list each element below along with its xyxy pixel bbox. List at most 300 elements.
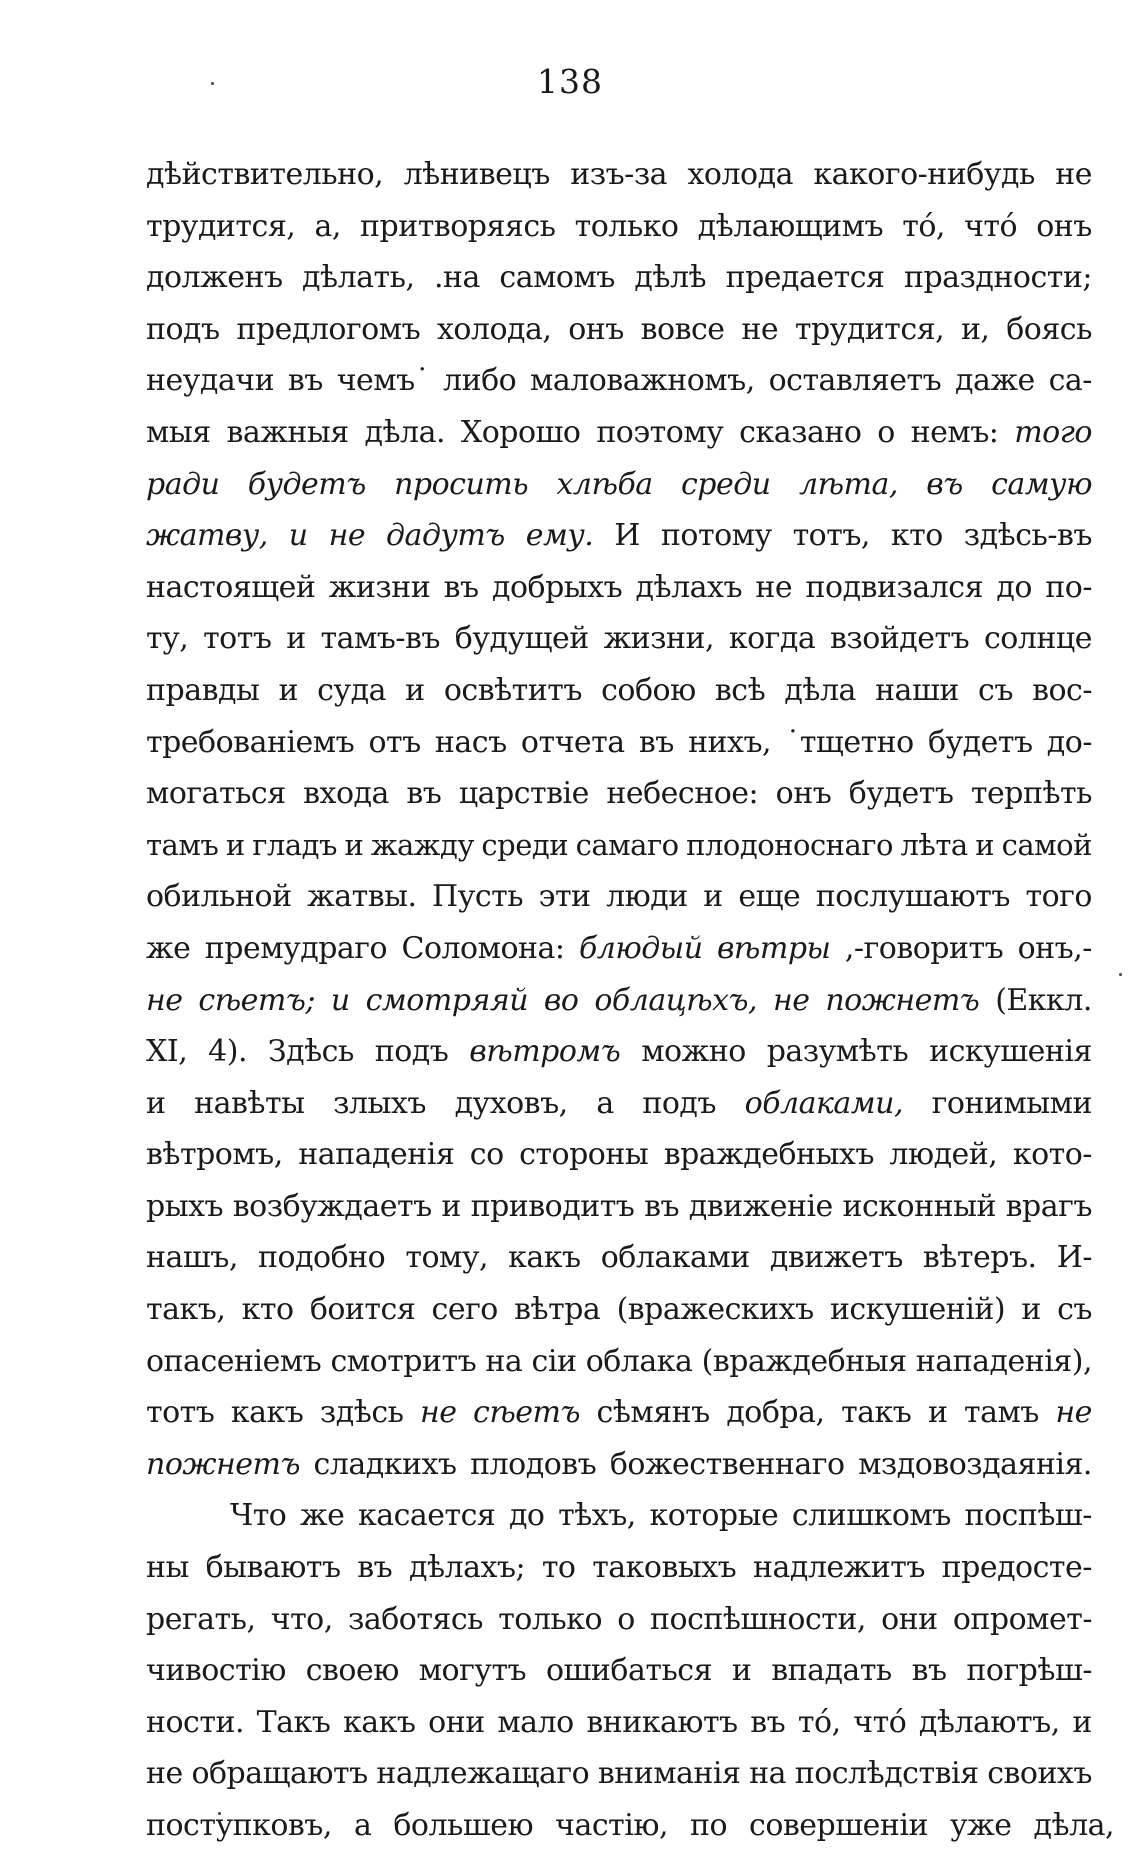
italic-word: во	[543, 982, 579, 1018]
word: гонимыми	[931, 1085, 1092, 1121]
word: мздовоздаянія.	[858, 1446, 1092, 1482]
word: онъ,-	[1017, 930, 1092, 966]
word: наши	[875, 672, 959, 708]
italic-word: того	[1014, 414, 1092, 450]
word: и	[146, 1085, 166, 1121]
page-number: 138	[537, 62, 603, 101]
word: кто	[241, 1292, 294, 1328]
word: ту,	[146, 621, 189, 657]
word: духовъ,	[454, 1085, 568, 1121]
word: и	[1072, 1704, 1092, 1740]
word: солнце	[984, 621, 1092, 657]
word: подъ	[642, 1085, 716, 1121]
word: въ	[287, 363, 323, 399]
italic-word: не	[772, 982, 810, 1018]
word: И-	[1056, 1240, 1092, 1276]
text-line	[146, 1129, 1092, 1181]
italic-word: пожнетъ	[146, 1446, 300, 1482]
word: не	[741, 311, 779, 347]
word: своихъ	[987, 1756, 1092, 1792]
word: могаться	[146, 776, 286, 812]
word: не	[146, 1756, 183, 1792]
text-line	[146, 562, 1092, 614]
word: злыхъ	[333, 1085, 426, 1121]
word: сладкихъ	[313, 1446, 457, 1482]
word: а	[596, 1085, 614, 1121]
word: дѣлать,	[302, 260, 415, 296]
text-line	[146, 1800, 1115, 1852]
word: мыя	[146, 414, 211, 450]
word: поспѣш-	[964, 1498, 1092, 1534]
text-line	[146, 717, 1092, 769]
word: Что	[230, 1498, 287, 1534]
italic-word: дадутъ	[386, 518, 505, 554]
word: мало	[497, 1704, 574, 1740]
word: о	[617, 1601, 635, 1637]
italic-word: вѣтры	[716, 930, 831, 966]
word: и,	[960, 311, 990, 347]
word: какого-нибудь	[813, 157, 1035, 192]
word: когда	[728, 621, 816, 657]
text-line	[146, 923, 1092, 975]
word: въ	[443, 569, 479, 605]
word: здѣсь-въ	[963, 518, 1092, 554]
word: то	[541, 1550, 576, 1586]
italic-word: среди	[681, 466, 771, 502]
text-line	[146, 1748, 1092, 1800]
word: гладъ	[252, 827, 337, 862]
word: и	[703, 879, 723, 915]
word: и	[441, 1188, 461, 1224]
word: въ	[911, 1653, 947, 1689]
word: нашъ,	[146, 1240, 238, 1276]
word: сіи	[531, 1343, 577, 1379]
word: освѣтитъ	[443, 672, 582, 708]
word: дѣла,	[1033, 1808, 1115, 1843]
word: до	[996, 569, 1032, 605]
word: впадать	[771, 1653, 892, 1689]
word: маловажномъ,	[530, 363, 755, 399]
word: тотъ	[203, 621, 272, 657]
word: приводитъ	[470, 1188, 635, 1224]
word: самой	[1001, 827, 1092, 862]
word: предается	[725, 260, 885, 296]
word: вѣтеръ.	[922, 1240, 1037, 1276]
word: самаго	[575, 827, 679, 862]
text-line	[146, 1284, 1092, 1336]
word: отъ	[368, 724, 421, 760]
word: надлежитъ	[752, 1550, 925, 1586]
word: разумѣть	[766, 1034, 909, 1070]
word: дѣйствительно,	[146, 157, 384, 192]
word: же	[146, 930, 191, 966]
word: самомъ	[499, 260, 615, 296]
word: Соломона:	[401, 930, 565, 966]
word: дѣлаютъ,	[918, 1704, 1060, 1740]
word: нападенія),	[915, 1343, 1092, 1379]
word: нападенія	[298, 1137, 455, 1173]
word: и	[286, 621, 306, 657]
word: здѣсь	[319, 1395, 404, 1431]
word: можно	[641, 1034, 746, 1070]
word: Здѣсь	[267, 1034, 354, 1070]
word: не	[755, 569, 793, 605]
word: и	[225, 827, 245, 862]
word: И	[614, 518, 640, 554]
word: будетъ	[848, 776, 954, 812]
word: съ	[1057, 1292, 1092, 1328]
word: кото-	[1012, 1137, 1092, 1173]
word: (вражескихъ	[616, 1292, 814, 1328]
word: искушенія	[929, 1034, 1092, 1070]
text-line	[146, 975, 1092, 1027]
word: дѣлающимъ	[697, 208, 884, 244]
word: собою	[601, 672, 696, 708]
word: облаками	[600, 1240, 750, 1276]
italic-word: вѣтромъ	[469, 1034, 621, 1070]
text-line	[146, 1697, 1092, 1749]
italic-word: сѣетъ	[473, 1395, 580, 1431]
text-line	[146, 1542, 1092, 1594]
word: обращаютъ	[191, 1756, 368, 1792]
text-line	[146, 459, 1092, 511]
word: настоящей	[146, 569, 316, 605]
text-line	[146, 820, 1092, 872]
word: входа	[303, 776, 389, 812]
word: смотритъ	[330, 1343, 477, 1379]
word: тамъ	[146, 827, 219, 862]
word: сказано	[739, 414, 862, 450]
word: исконный	[842, 1188, 996, 1224]
italic-word: и	[330, 982, 350, 1018]
word: и	[975, 827, 995, 862]
word: на	[485, 1343, 523, 1379]
word: ,-говоритъ	[844, 930, 1004, 966]
word: вѣтра	[514, 1292, 601, 1328]
word: уже	[950, 1808, 1012, 1843]
word: съ	[978, 672, 1013, 708]
word: вос-	[1032, 672, 1092, 708]
word: изъ-за	[570, 157, 668, 192]
print-speck	[211, 82, 214, 85]
word: онъ	[568, 311, 624, 347]
text-line	[146, 613, 1092, 665]
word: предосте-	[941, 1550, 1092, 1586]
italic-word: жатву,	[146, 518, 268, 554]
word: что,	[270, 1601, 333, 1637]
word: (Еккл.	[995, 982, 1092, 1018]
body-text	[146, 149, 1115, 1852]
word: на	[749, 1756, 787, 1792]
word: ошибаться	[545, 1653, 713, 1689]
word: опромет-	[952, 1601, 1092, 1637]
word: вовсе	[640, 311, 725, 347]
word: тому,	[405, 1240, 489, 1276]
word: совершеніи	[749, 1808, 928, 1843]
word: насъ	[434, 724, 507, 760]
word: и	[927, 1395, 948, 1431]
text-line	[146, 1439, 1092, 1491]
word: того	[1025, 879, 1092, 915]
word: требованіемъ	[146, 724, 355, 760]
text-line	[146, 407, 1092, 459]
text-line	[146, 304, 1092, 356]
word: надлежащаго	[376, 1756, 590, 1792]
word: ности.	[146, 1704, 244, 1740]
word: бываютъ	[205, 1550, 341, 1586]
word: царствіе	[458, 776, 589, 812]
word: они	[881, 1601, 938, 1637]
word: возбуждаетъ	[232, 1188, 432, 1224]
word: ˙тщетно	[785, 724, 914, 760]
print-speck	[1119, 973, 1122, 976]
word: и	[344, 827, 364, 862]
word: сѣмянъ	[596, 1395, 710, 1431]
word: боится	[309, 1292, 416, 1328]
word: подобно	[258, 1240, 386, 1276]
word: по	[689, 1808, 728, 1843]
italic-word: смотряяй	[365, 982, 529, 1018]
word: даже	[955, 363, 1035, 399]
word: такъ,	[146, 1292, 226, 1328]
italic-word: лѣта,	[798, 466, 898, 502]
word: предлогомъ	[236, 311, 421, 347]
word: важныя	[226, 414, 349, 450]
word: навѣты	[194, 1085, 305, 1121]
word: частію,	[555, 1808, 668, 1843]
word: боясь	[1006, 311, 1092, 347]
word: и	[405, 672, 425, 708]
word: Пусть	[432, 879, 524, 915]
text-line	[146, 149, 1092, 201]
word: вникаютъ	[586, 1704, 738, 1740]
word: онъ	[1036, 208, 1092, 244]
word: вниманія	[597, 1756, 741, 1792]
word: суда	[317, 672, 386, 708]
word: погрѣш-	[966, 1653, 1092, 1689]
word: движеніе	[688, 1188, 833, 1224]
word: о	[877, 414, 895, 450]
italic-word: не	[328, 518, 366, 554]
word: Такъ	[256, 1704, 331, 1740]
word: такъ	[841, 1395, 912, 1431]
italic-word: облаками,	[744, 1085, 904, 1121]
word: людей,	[889, 1137, 998, 1173]
word: въ	[406, 776, 442, 812]
italic-word: блюдый	[578, 930, 703, 966]
italic-word: самую	[991, 466, 1092, 502]
word: до	[508, 1498, 545, 1534]
word: поэтому	[596, 414, 724, 450]
word: добра,	[726, 1395, 825, 1431]
word: правды	[146, 672, 260, 708]
text-line	[146, 1181, 1092, 1233]
italic-word: облацѣхъ,	[594, 982, 758, 1018]
word: таковыхъ	[592, 1550, 737, 1586]
word: дѣлахъ	[635, 569, 743, 605]
word: лѣнивецъ	[403, 157, 550, 192]
word: добрыхъ	[491, 569, 623, 605]
word: жизни,	[603, 621, 715, 657]
word: среди	[481, 827, 569, 862]
text-line	[146, 768, 1092, 820]
word: лѣта	[900, 827, 968, 862]
word: и	[278, 672, 298, 708]
paragraph-first-line	[146, 1490, 1092, 1542]
word: то́,	[797, 1704, 841, 1740]
text-line	[146, 665, 1092, 717]
text-line	[146, 201, 1092, 253]
word: эти	[538, 879, 591, 915]
word: жизни	[328, 569, 431, 605]
text-line	[146, 1336, 1092, 1388]
word: что́	[853, 1704, 907, 1740]
word: облака	[585, 1343, 693, 1379]
word: немъ:	[910, 414, 999, 450]
word: какъ	[230, 1395, 304, 1431]
word: то́,	[902, 208, 945, 244]
word: которые	[649, 1498, 779, 1534]
word: жатвы.	[307, 879, 417, 915]
word: вѣтромъ,	[146, 1137, 283, 1173]
word: рыхъ	[146, 1188, 224, 1224]
word: не	[1055, 157, 1092, 192]
word: оставляетъ	[768, 363, 942, 399]
word: чивостію	[146, 1653, 286, 1689]
word: либо	[443, 363, 517, 399]
word: жажду	[370, 827, 474, 862]
word: заботясь	[347, 1601, 483, 1637]
word: будетъ	[927, 724, 1033, 760]
italic-word: не	[146, 982, 183, 1018]
word: стороны	[519, 1137, 649, 1173]
word: праздности;	[903, 260, 1092, 296]
word: послѣдствія	[794, 1756, 979, 1792]
text-line	[146, 1594, 1092, 1646]
word: плодоноснаго	[686, 827, 893, 862]
word: тамъ	[963, 1395, 1039, 1431]
word: .на	[433, 260, 480, 296]
italic-word: въ	[926, 466, 963, 502]
italic-word: сѣетъ;	[198, 982, 315, 1018]
word: притворяясь	[360, 208, 556, 244]
italic-word: не	[1055, 1395, 1092, 1431]
word: враждебныхъ	[663, 1137, 874, 1173]
word: люди	[606, 879, 688, 915]
word: большею	[393, 1808, 534, 1843]
word: трудится,	[146, 208, 296, 244]
italic-word: ему.	[525, 518, 594, 554]
word: (враждебныя	[701, 1343, 907, 1379]
text-line	[146, 1232, 1092, 1284]
word: подвизался	[805, 569, 983, 605]
word: а	[353, 1808, 372, 1843]
word: тѣхъ,	[558, 1498, 636, 1534]
text-line	[146, 1645, 1092, 1697]
word: въ	[750, 1704, 786, 1740]
word: дѣла.	[364, 414, 446, 450]
word: премудраго	[204, 930, 388, 966]
italic-word: хлѣба	[556, 466, 653, 502]
word: по-	[1045, 569, 1092, 605]
italic-word: ради	[146, 466, 220, 502]
word: онъ	[775, 776, 832, 812]
text-line	[146, 252, 1092, 304]
word: тамъ-въ	[320, 621, 441, 657]
word: дѣлахъ;	[408, 1550, 526, 1586]
word: дѣла	[784, 672, 856, 708]
word: долженъ	[146, 260, 283, 296]
word: тотъ,	[792, 518, 870, 554]
word: могутъ	[418, 1653, 527, 1689]
word: сего	[431, 1292, 498, 1328]
word: и	[1021, 1292, 1041, 1328]
word: 4).	[208, 1034, 247, 1070]
italic-word: пожнетъ	[825, 982, 980, 1018]
text-line	[146, 871, 1092, 923]
word: какъ	[343, 1704, 416, 1740]
word: Хорошо	[460, 414, 581, 450]
word: послушаютъ	[815, 879, 1010, 915]
word: трудится,	[794, 311, 945, 347]
word: холода	[687, 157, 793, 192]
word: въ	[357, 1550, 393, 1586]
word: отчета	[520, 724, 625, 760]
text-line	[146, 1026, 1092, 1078]
word: касается	[357, 1498, 496, 1534]
word: опасеніемъ	[146, 1343, 322, 1379]
word: са-	[1048, 363, 1092, 399]
word: кто	[890, 518, 943, 554]
word: неудачи	[146, 363, 275, 399]
text-line	[146, 510, 1092, 562]
word: всѣ	[714, 672, 766, 708]
word: поступковъ,	[146, 1808, 332, 1843]
word: слишкомъ	[791, 1498, 951, 1534]
word: дѣлѣ	[634, 260, 707, 296]
text-line	[146, 355, 1092, 407]
word: какъ	[508, 1240, 581, 1276]
word: только	[574, 208, 679, 244]
word: чемъ˙	[336, 363, 430, 399]
word: еще	[738, 879, 801, 915]
word: терпѣть	[970, 776, 1092, 812]
italic-word: будетъ	[247, 466, 366, 502]
word: холода,	[436, 311, 552, 347]
word: подъ	[146, 311, 220, 347]
word: плодовъ	[470, 1446, 597, 1482]
word: будущей	[454, 621, 589, 657]
word: движетъ	[769, 1240, 903, 1276]
word: нихъ,	[688, 724, 772, 760]
word: искушеній)	[829, 1292, 1006, 1328]
word: что́	[964, 208, 1018, 244]
word: потому	[660, 518, 772, 554]
word: и	[731, 1653, 752, 1689]
word: тотъ	[146, 1395, 215, 1431]
italic-word: не	[419, 1395, 457, 1431]
word: въ	[638, 724, 674, 760]
text-line	[146, 1078, 1092, 1130]
word: до-	[1046, 724, 1092, 760]
italic-word: просить	[394, 466, 529, 502]
word: регать,	[146, 1601, 256, 1637]
word: взойдетъ	[830, 621, 970, 657]
word: же	[299, 1498, 345, 1534]
word: XI,	[146, 1034, 188, 1070]
word: поспѣшности,	[650, 1601, 866, 1637]
word: въ	[644, 1188, 680, 1224]
